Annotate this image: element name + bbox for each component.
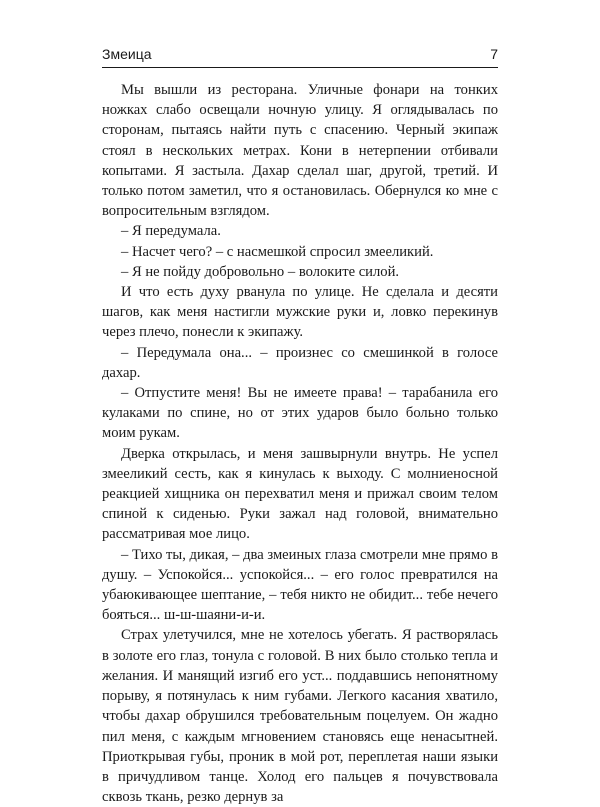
- header-rule: [102, 67, 498, 68]
- paragraph: – Я не пойду добровольно – волоките силой.: [121, 263, 400, 280]
- paragraph: – Отпустите меня! Вы не имеете права! – тарабанила его кулаками по спине, но от этих ударов было больно только моим рукам.: [102, 385, 498, 442]
- paragraph: – Насчет чего? – с насмешкой спросил змееликий.: [121, 243, 434, 260]
- paragraph: – Передумала она... – произнес со смешинкой в голосе дахар.: [102, 344, 498, 381]
- body-text: [102, 80, 498, 807]
- running-head: [102, 44, 498, 66]
- paragraph: Страх улетучился, мне не хотелось убегать. Я растворялась в золоте его глаз, тонула с головой. В них было столько тепла и желания. И манящий изгиб его уст... поддавшись непонятному порыву, я потянулась к ним губами. Легкого касания хватило, чтобы дахар обрушился требовательным поцелуем. Он жадно пил меня, с каждым мгновением становясь еще ненасытней. Приоткрывая губы, проник в мой рот, переплетая наши языки в причудливом танце. Холод его пальцев я почувствовала сквозь ткань, резко дернув за: [102, 627, 498, 806]
- paragraph: И что есть духу рванула по улице. Не сделала и десяти шагов, как меня настигли мужские руки и, ловко перекинув через плечо, понесли к экипажу.: [102, 284, 498, 341]
- page-number: 7: [490, 46, 498, 62]
- paragraph: Мы вышли из ресторана. Уличные фонари на тонких ножках слабо освещали ночную улицу. Я оглядывалась по сторонам, пытаясь найти путь с спасению. Черный экипаж стоял в нескольких метрах. Кони в нетерпении отбивали копытами. Я застыла. Дахар сделал шаг, другой, третий. И только потом заметил, что я остановилась. Обернулся ко мне с вопросительным взглядом.: [102, 82, 498, 220]
- paragraph: – Я передумала.: [121, 223, 221, 240]
- paragraph: – Тихо ты, дикая, – два змеиных глаза смотрели мне прямо в душу. – Успокойся... успокойся... – его голос превратился на убаюкивающее шептание, – тебя никто не обидит... тебе нечего бояться... ш-ш-шаяни-и-и.: [102, 546, 498, 624]
- book-title: Змеица: [102, 46, 152, 62]
- paragraph: Дверка открылась, и меня зашвырнули внутрь. Не успел змееликий сесть, как я кинулась к выходу. С молниеносной реакцией хищника он перехватил меня и прижал своим телом спиной к сиденью. Руки зажал над головой, внимательно рассматривая мое лицо.: [102, 445, 498, 543]
